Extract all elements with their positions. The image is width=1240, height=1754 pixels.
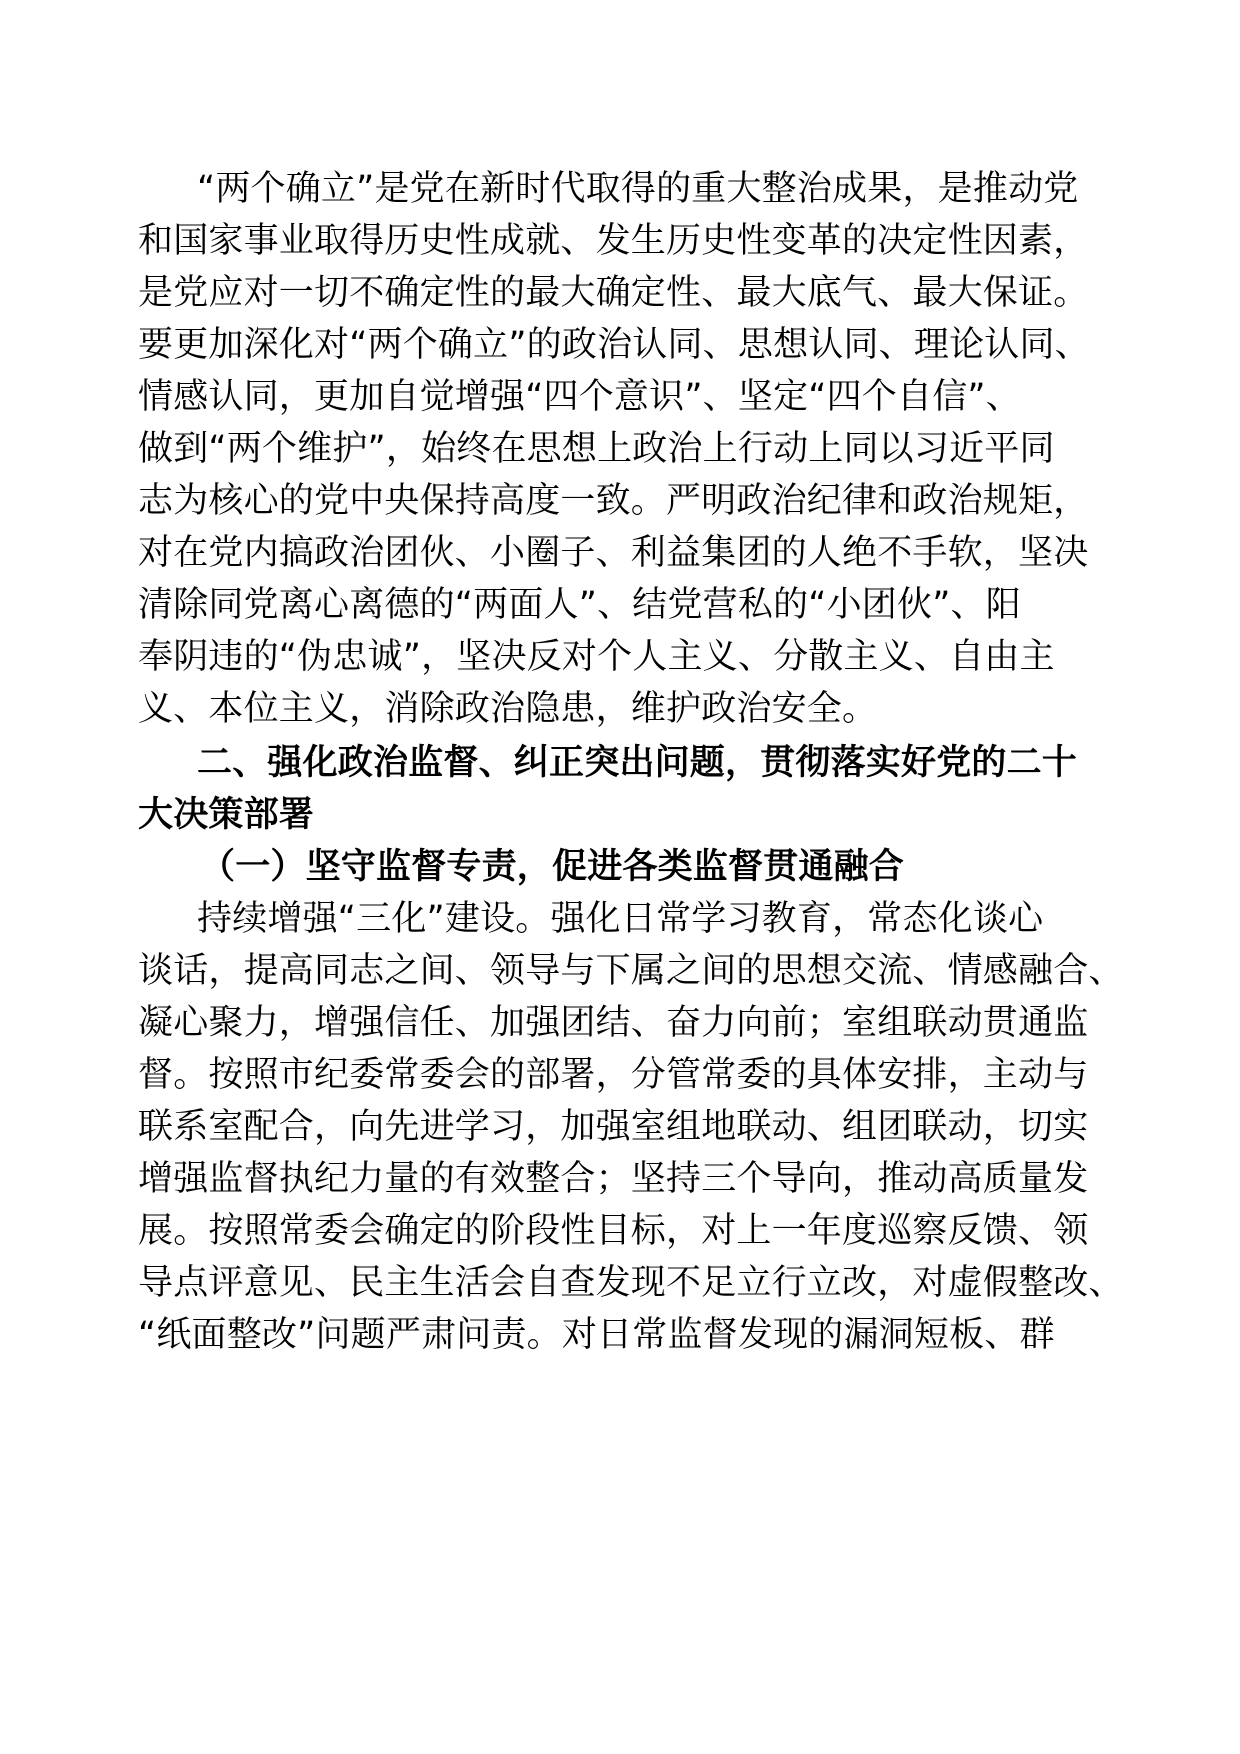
text-line: 展。按照常委会确定的阶段性目标，对上一年度巡察反馈、领: [138, 1211, 1089, 1251]
text-line: 持续增强“三化”建设。强化日常学习教育，常态化谈心: [197, 899, 1044, 939]
text-line: “纸面整改”问题严肃问责。对日常监督发现的漏洞短板、群: [138, 1315, 1055, 1355]
text-line: 联系室配合，向先进学习，加强室组地联动、组团联动，切实: [138, 1107, 1089, 1147]
subheading-1: （一）坚守监督专责，促进各类监督贯通融合: [200, 847, 905, 887]
heading-line: 二、强化政治监督、纠正突出问题，贯彻落实好党的二十: [197, 743, 1078, 783]
text-line: 增强监督执纪力量的有效整合；坚持三个导向，推动高质量发: [138, 1159, 1089, 1199]
text-line: 督。按照市纪委常委会的部署，分管常委的具体安排，主动与: [138, 1055, 1089, 1095]
text-line: 义、本位主义，消除政治隐患，维护政治安全。: [138, 689, 878, 729]
text-line: 是党应对一切不确定性的最大确定性、最大底气、最大保证。: [138, 273, 1089, 313]
text-line: 志为核心的党中央保持高度一致。严明政治纪律和政治规矩，: [138, 481, 1089, 521]
text-line: 导点评意见、民主生活会自查发现不足立行立改，对虚假整改、: [138, 1263, 1124, 1303]
text-line: 凝心聚力，增强信任、加强团结、奋力向前；室组联动贯通监: [138, 1003, 1089, 1043]
text-line: 要更加深化对“两个确立”的政治认同、思想认同、理论认同、: [138, 325, 1090, 365]
text-line: “两个确立”是党在新时代取得的重大整治成果，是推动党: [197, 169, 1079, 209]
text-line: 对在党内搞政治团伙、小圈子、利益集团的人绝不手软，坚决: [138, 533, 1089, 573]
heading-line: 大决策部署: [138, 795, 315, 835]
text-line: 和国家事业取得历史性成就、发生历史性变革的决定性因素，: [138, 221, 1089, 261]
text-line: 奉阴违的“伪忠诚”，坚决反对个人主义、分散主义、自由主: [138, 637, 1055, 677]
text-line: 情感认同，更加自觉增强“四个意识”、坚定“四个自信”、: [138, 377, 1021, 417]
text-line: 清除同党离心离德的“两面人”、结党营私的“小团伙”、阳: [138, 585, 1021, 625]
text-line: 做到“两个维护”，始终在思想上政治上行动上同以习近平同: [138, 429, 1055, 469]
text-line: 谈话，提高同志之间、领导与下属之间的思想交流、情感融合、: [138, 951, 1124, 991]
